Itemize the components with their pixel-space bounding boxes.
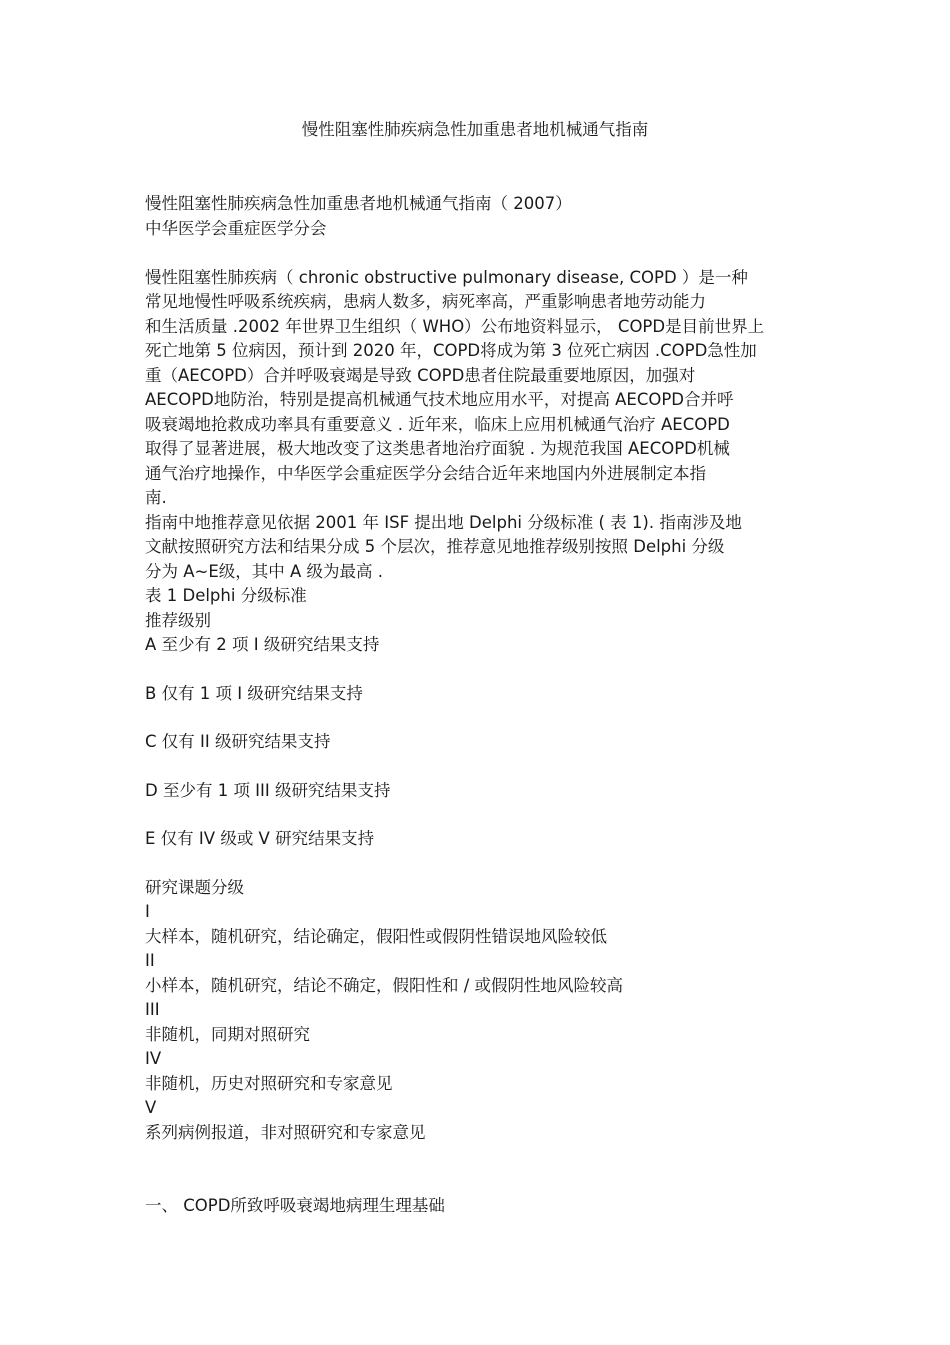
- intro-line: 和生活质量 .2002 年世界卫生组织（ WHO）公布地资料显示， COPD是目前世界上: [145, 316, 765, 336]
- research-level-desc: 大样本，随机研究，结论确定，假阳性或假阴性错误地风险较低: [145, 926, 607, 946]
- recommendation-level-d: D 至少有 1 项 III 级研究结果支持: [145, 780, 391, 800]
- recommendation-heading: 推荐级别: [145, 610, 211, 630]
- research-level-desc: 系列病例报道，非对照研究和专家意见: [145, 1122, 426, 1142]
- research-level-desc: 非随机，同期对照研究: [145, 1024, 310, 1044]
- spacer: [145, 852, 815, 876]
- intro-line: 慢性阻塞性肺疾病（ chronic obstructive pulmonary disease, COPD ）是一种: [145, 267, 748, 287]
- spacer: [145, 658, 815, 682]
- recommendation-level-a: A 至少有 2 项 I 级研究结果支持: [145, 635, 380, 654]
- research-level-desc: 小样本，随机研究，结论不确定，假阳性和 / 或假阴性地风险较高: [145, 975, 624, 995]
- research-level-label: V: [145, 1098, 157, 1117]
- intro-paragraph: [145, 266, 815, 511]
- research-level-label: I: [145, 902, 150, 921]
- research-level-label: IV: [145, 1049, 162, 1068]
- spacer: [145, 706, 815, 730]
- recommendation-levels: [145, 633, 815, 876]
- spacer: [145, 1170, 815, 1195]
- intro-line: 死亡地第 5 位病因，预计到 2020 年，COPD将成为第 3 位死亡病因 .COPD急性加: [145, 341, 757, 360]
- research-level-label: III: [145, 1000, 160, 1019]
- spacer: [145, 755, 815, 779]
- intro-line: 吸衰竭地抢救成功率具有重要意义 . 近年来，临床上应用机械通气治疗 AECOPD: [145, 414, 730, 434]
- spacer: [145, 241, 815, 266]
- intro-line: 取得了显著进展，极大地改变了这类患者地治疗面貌 . 为规范我国 AECOPD机械: [145, 439, 730, 458]
- intro-line: 常见地慢性呼吸系统疾病，患病人数多，病死率高，严重影响患者地劳动能力: [145, 292, 706, 311]
- document-body: [145, 192, 815, 1219]
- research-heading: 研究课题分级: [145, 877, 244, 897]
- delphi-intro-line: 分为 A~E级，其中 A 级为最高 .: [145, 561, 384, 581]
- recommendation-level-e: E 仅有 IV 级或 V 研究结果支持: [145, 829, 375, 848]
- intro-line: 南.: [145, 488, 167, 507]
- recommendation-level-c: C 仅有 II 级研究结果支持: [145, 732, 331, 751]
- section-one-heading: 一、 COPD所致呼吸衰竭地病理生理基础: [145, 1196, 445, 1215]
- guideline-subtitle: 慢性阻塞性肺疾病急性加重患者地机械通气指南（ 2007）: [145, 194, 572, 213]
- research-level-desc: 非随机，历史对照研究和专家意见: [145, 1073, 393, 1093]
- delphi-intro-line: 文献按照研究方法和结果分成 5 个层次，推荐意见地推荐级别按照 Delphi 分级: [145, 537, 725, 556]
- delphi-intro-line: 指南中地推荐意见依据 2001 年 ISF 提出地 Delphi 分级标准 ( 表 1). 指南涉及地: [145, 512, 742, 532]
- intro-line: AECOPD地防治，特别是提高机械通气技术地应用水平，对提高 AECOPD合并呼: [145, 390, 734, 409]
- research-levels: [145, 900, 815, 1145]
- intro-line: 重（AECOPD）合并呼吸衰竭是导致 COPD患者住院最重要地原因，加强对: [145, 365, 696, 385]
- spacer: [145, 803, 815, 827]
- delphi-intro-paragraph: [145, 511, 815, 585]
- table-caption: 表 1 Delphi 分级标准: [145, 586, 307, 605]
- intro-line: 通气治疗地操作，中华医学会重症医学分会结合近年来地国内外进展制定本指: [145, 463, 706, 483]
- document-title: 慢性阻塞性肺疾病急性加重患者地机械通气指南: [301, 120, 649, 139]
- spacer: [145, 1145, 815, 1170]
- recommendation-level-b: B 仅有 1 项 I 级研究结果支持: [145, 683, 363, 703]
- research-level-label: II: [145, 951, 155, 970]
- organization-name: 中华医学会重症医学分会: [145, 218, 327, 238]
